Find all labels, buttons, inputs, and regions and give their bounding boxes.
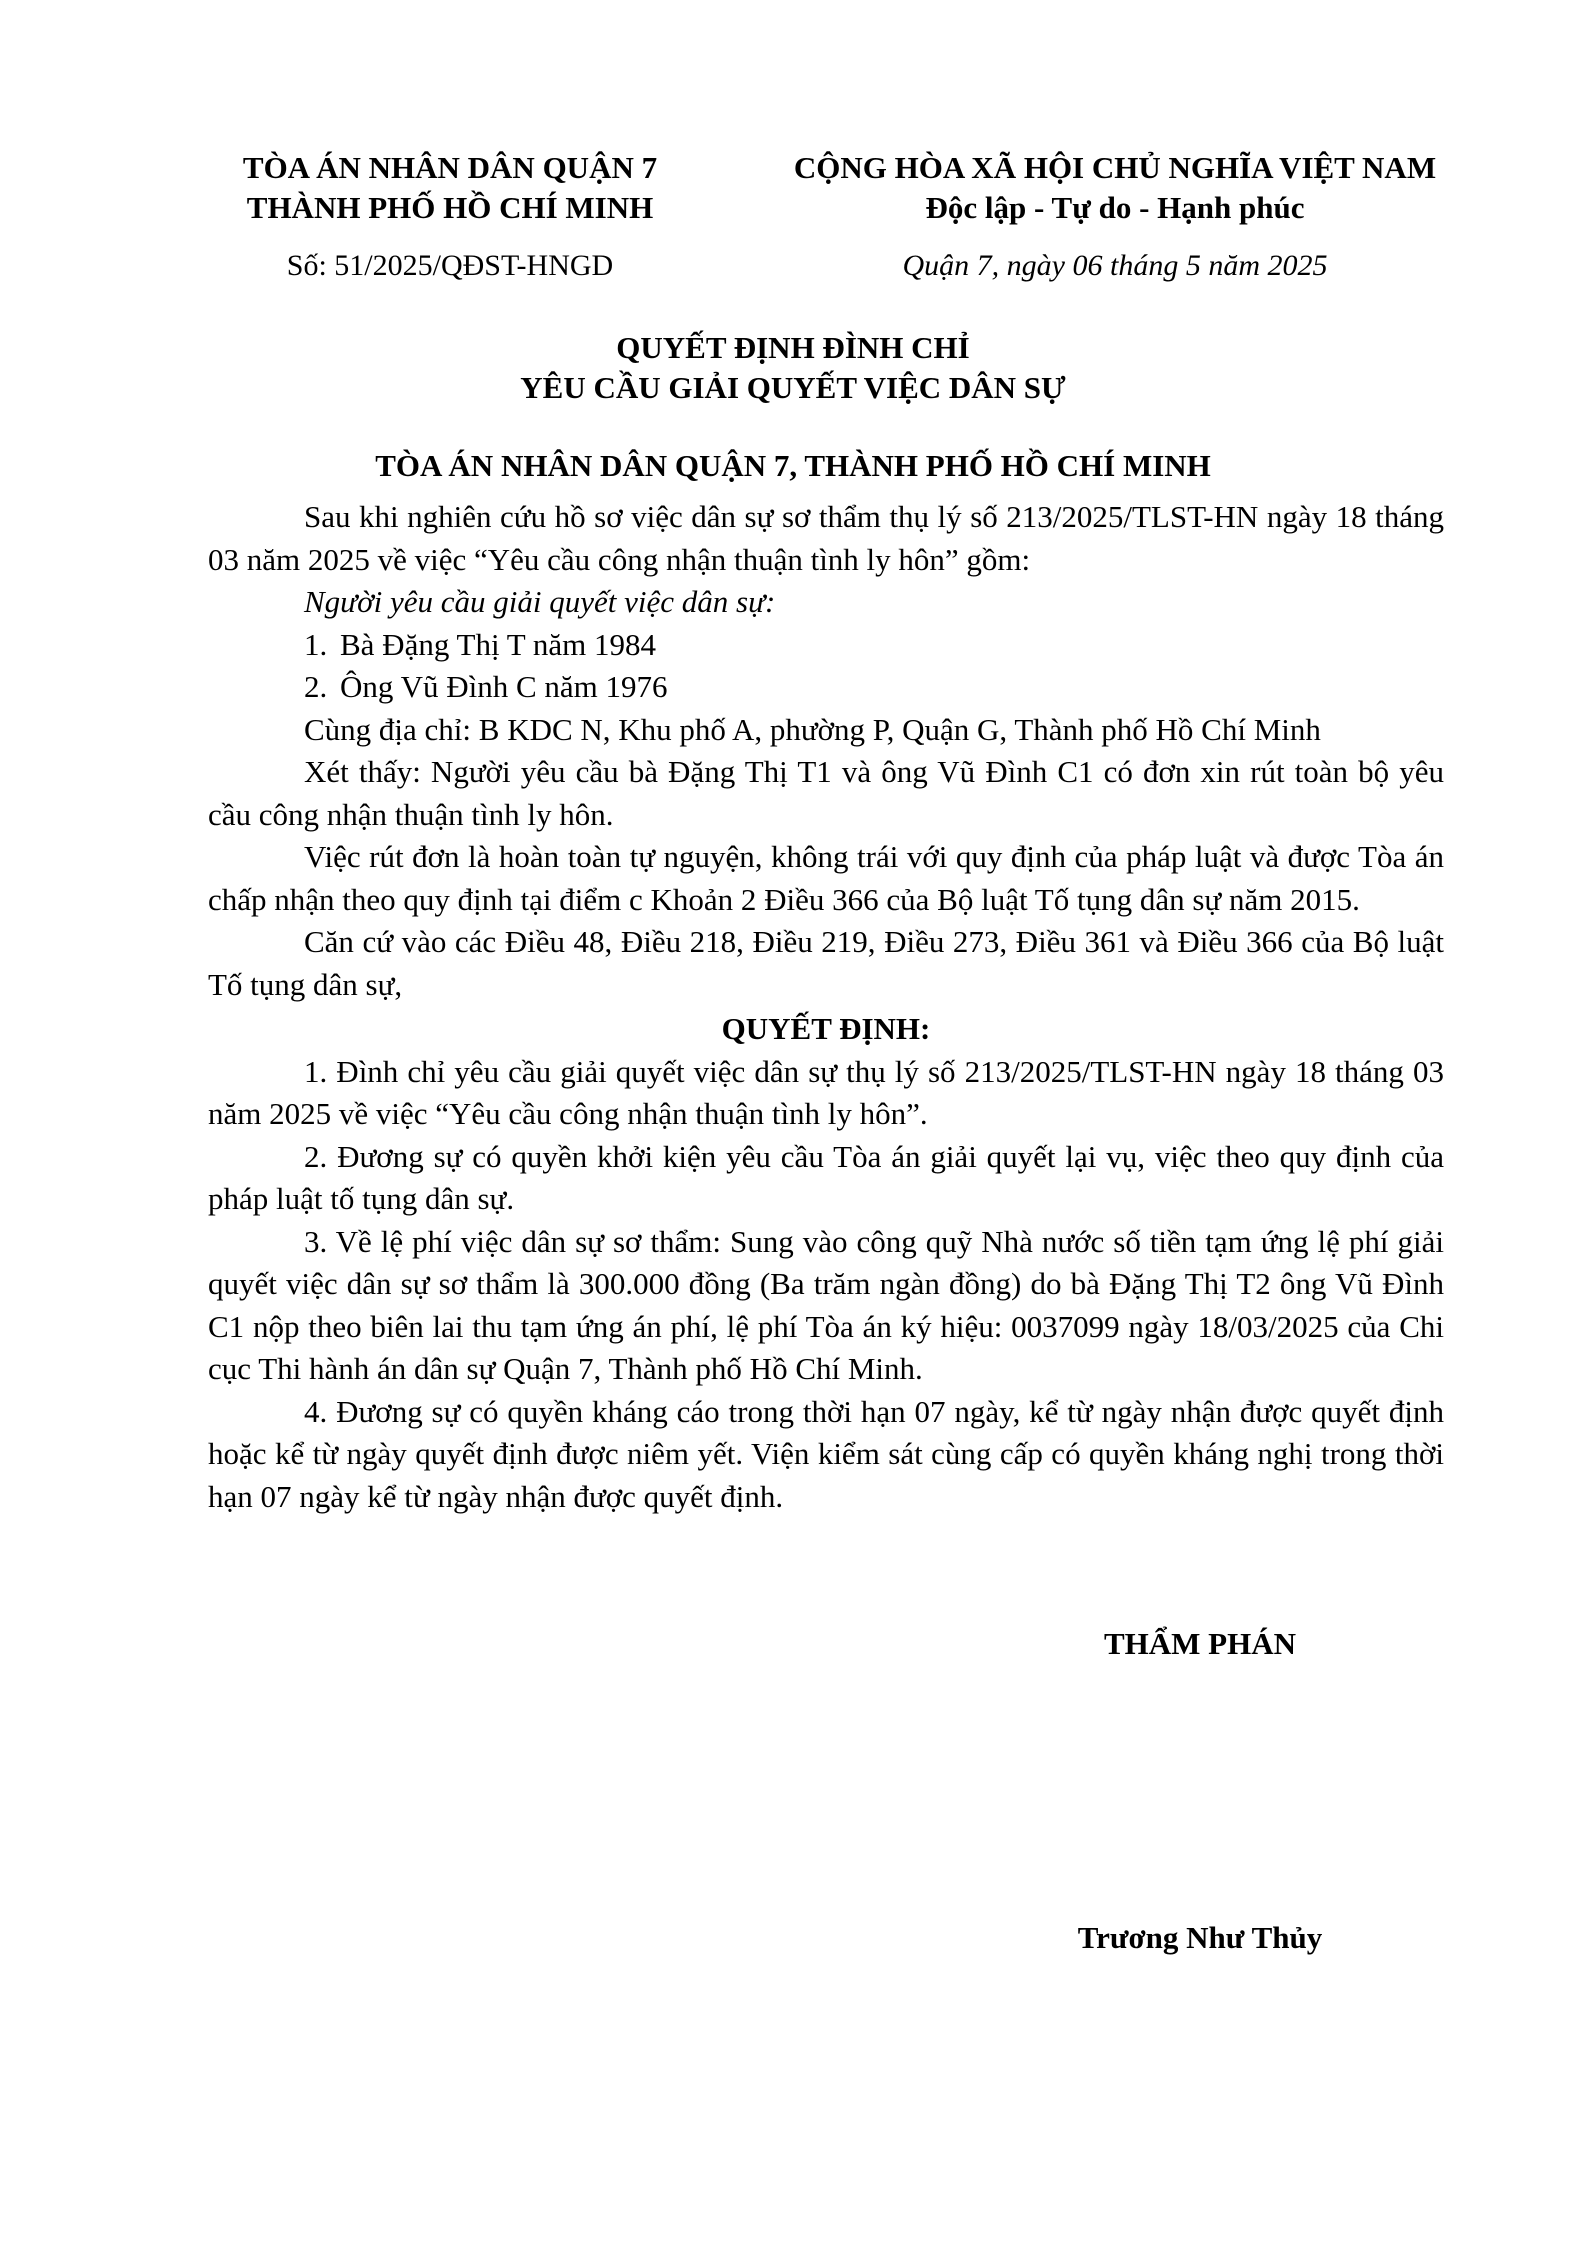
national-name: CỘNG HÒA XÃ HỘI CHỦ NGHĨA VIỆT NAM xyxy=(793,150,1437,185)
list-item xyxy=(208,624,1444,667)
decision-heading: QUYẾT ĐỊNH: xyxy=(721,1011,931,1046)
list-item-text: Ông Vũ Đình C năm 1976 xyxy=(340,669,668,704)
court-heading: TÒA ÁN NHÂN DÂN QUẬN 7, THÀNH PHỐ HỒ CHÍ MINH xyxy=(375,448,1211,483)
national-motto: Độc lập - Tự do - Hạnh phúc xyxy=(925,190,1305,225)
signatory-name: Trương Như Thủy xyxy=(1077,1920,1323,1955)
signatory-title: THẨM PHÁN xyxy=(1103,1626,1296,1661)
decision-item-4: 4. Đương sự có quyền kháng cáo trong thời hạn 07 ngày, kể từ ngày nhận được quyết định hoặc kể từ ngày quyết định được niêm yết. Viện kiểm sát cùng cấp có quyền kháng nghị trong thời hạn 07 ngày kể từ ngày nhận được quyết định. xyxy=(208,1393,1444,1514)
issuing-court-city: THÀNH PHỐ HỒ CHÍ MINH xyxy=(246,190,654,225)
considering-paragraph: Xét thấy: Người yêu cầu bà Đặng Thị T1 và ông Vũ Đình C1 có đơn xin rút toàn bộ yêu cầu công nhận thuận tình ly hôn. xyxy=(208,754,1444,832)
address-paragraph: Cùng địa chỉ: B KDC N, Khu phố A, phường P, Quận G, Thành phố Hồ Chí Minh xyxy=(304,711,1321,747)
decision-number: Số: 51/2025/QĐST-HNGD xyxy=(286,249,614,282)
list-item-text: Bà Đặng Thị T năm 1984 xyxy=(340,626,657,662)
withdrawal-paragraph: Việc rút đơn là hoàn toàn tự nguyện, không trái với quy định của pháp luật và được Tòa án chấp nhận theo quy định tại điểm c Khoản 2 Điều 366 của Bộ luật Tố tụng dân sự năm 2015. xyxy=(208,839,1444,917)
list-item-number: 1. xyxy=(304,626,328,662)
title-line-1: QUYẾT ĐỊNH ĐÌNH CHỈ xyxy=(616,330,970,365)
intro-paragraph: Sau khi nghiên cứu hồ sơ việc dân sự sơ thẩm thụ lý số 213/2025/TLST-HN ngày 18 tháng 03 năm 2025 về việc “Yêu cầu công nhận thuận tình ly hôn” gồm: xyxy=(208,499,1444,577)
document-body xyxy=(208,496,1444,1518)
legal-basis-paragraph: Căn cứ vào các Điều 48, Điều 218, Điều 219, Điều 273, Điều 361 và Điều 366 của Bộ luật Tố tụng dân sự, xyxy=(208,924,1444,1002)
document-title xyxy=(0,328,1586,408)
decision-item-2: 2. Đương sự có quyền khởi kiện yêu cầu Tòa án giải quyết lại vụ, việc theo quy định của pháp luật tố tụng dân sự. xyxy=(208,1138,1444,1216)
issuing-court-block xyxy=(170,148,730,286)
list-item xyxy=(208,666,1444,709)
issuing-court-name: TÒA ÁN NHÂN DÂN QUẬN 7 xyxy=(242,150,658,185)
place-and-date: Quận 7, ngày 06 tháng 5 năm 2025 xyxy=(902,249,1328,282)
requesters-label: Người yêu cầu giải quyết việc dân sự: xyxy=(304,584,776,619)
decision-item-1: 1. Đình chỉ yêu cầu giải quyết việc dân sự thụ lý số 213/2025/TLST-HN ngày 18 tháng 03 năm 2025 về việc “Yêu cầu công nhận thuận tình ly hôn”. xyxy=(208,1053,1444,1131)
title-line-2: YÊU CẦU GIẢI QUYẾT VIỆC DÂN SỰ xyxy=(520,370,1066,405)
list-item-number: 2. xyxy=(304,669,328,704)
document-header xyxy=(170,148,1460,288)
national-motto-block xyxy=(750,148,1480,286)
decision-item-3: 3. Về lệ phí việc dân sự sơ thẩm: Sung vào công quỹ Nhà nước số tiền tạm ứng lệ phí giải quyết việc dân sự sơ thẩm là 300.000 đồng (Ba trăm ngàn đồng) do bà Đặng Thị T2 ông Vũ Đình C1 nộp theo biên lai thu tạm ứng án phí, lệ phí Tòa án ký hiệu: 0037099 ngày 18/03/2025 của Chi cục Thi hành án dân sự Quận 7, Thành phố Hồ Chí Minh. xyxy=(208,1223,1444,1386)
